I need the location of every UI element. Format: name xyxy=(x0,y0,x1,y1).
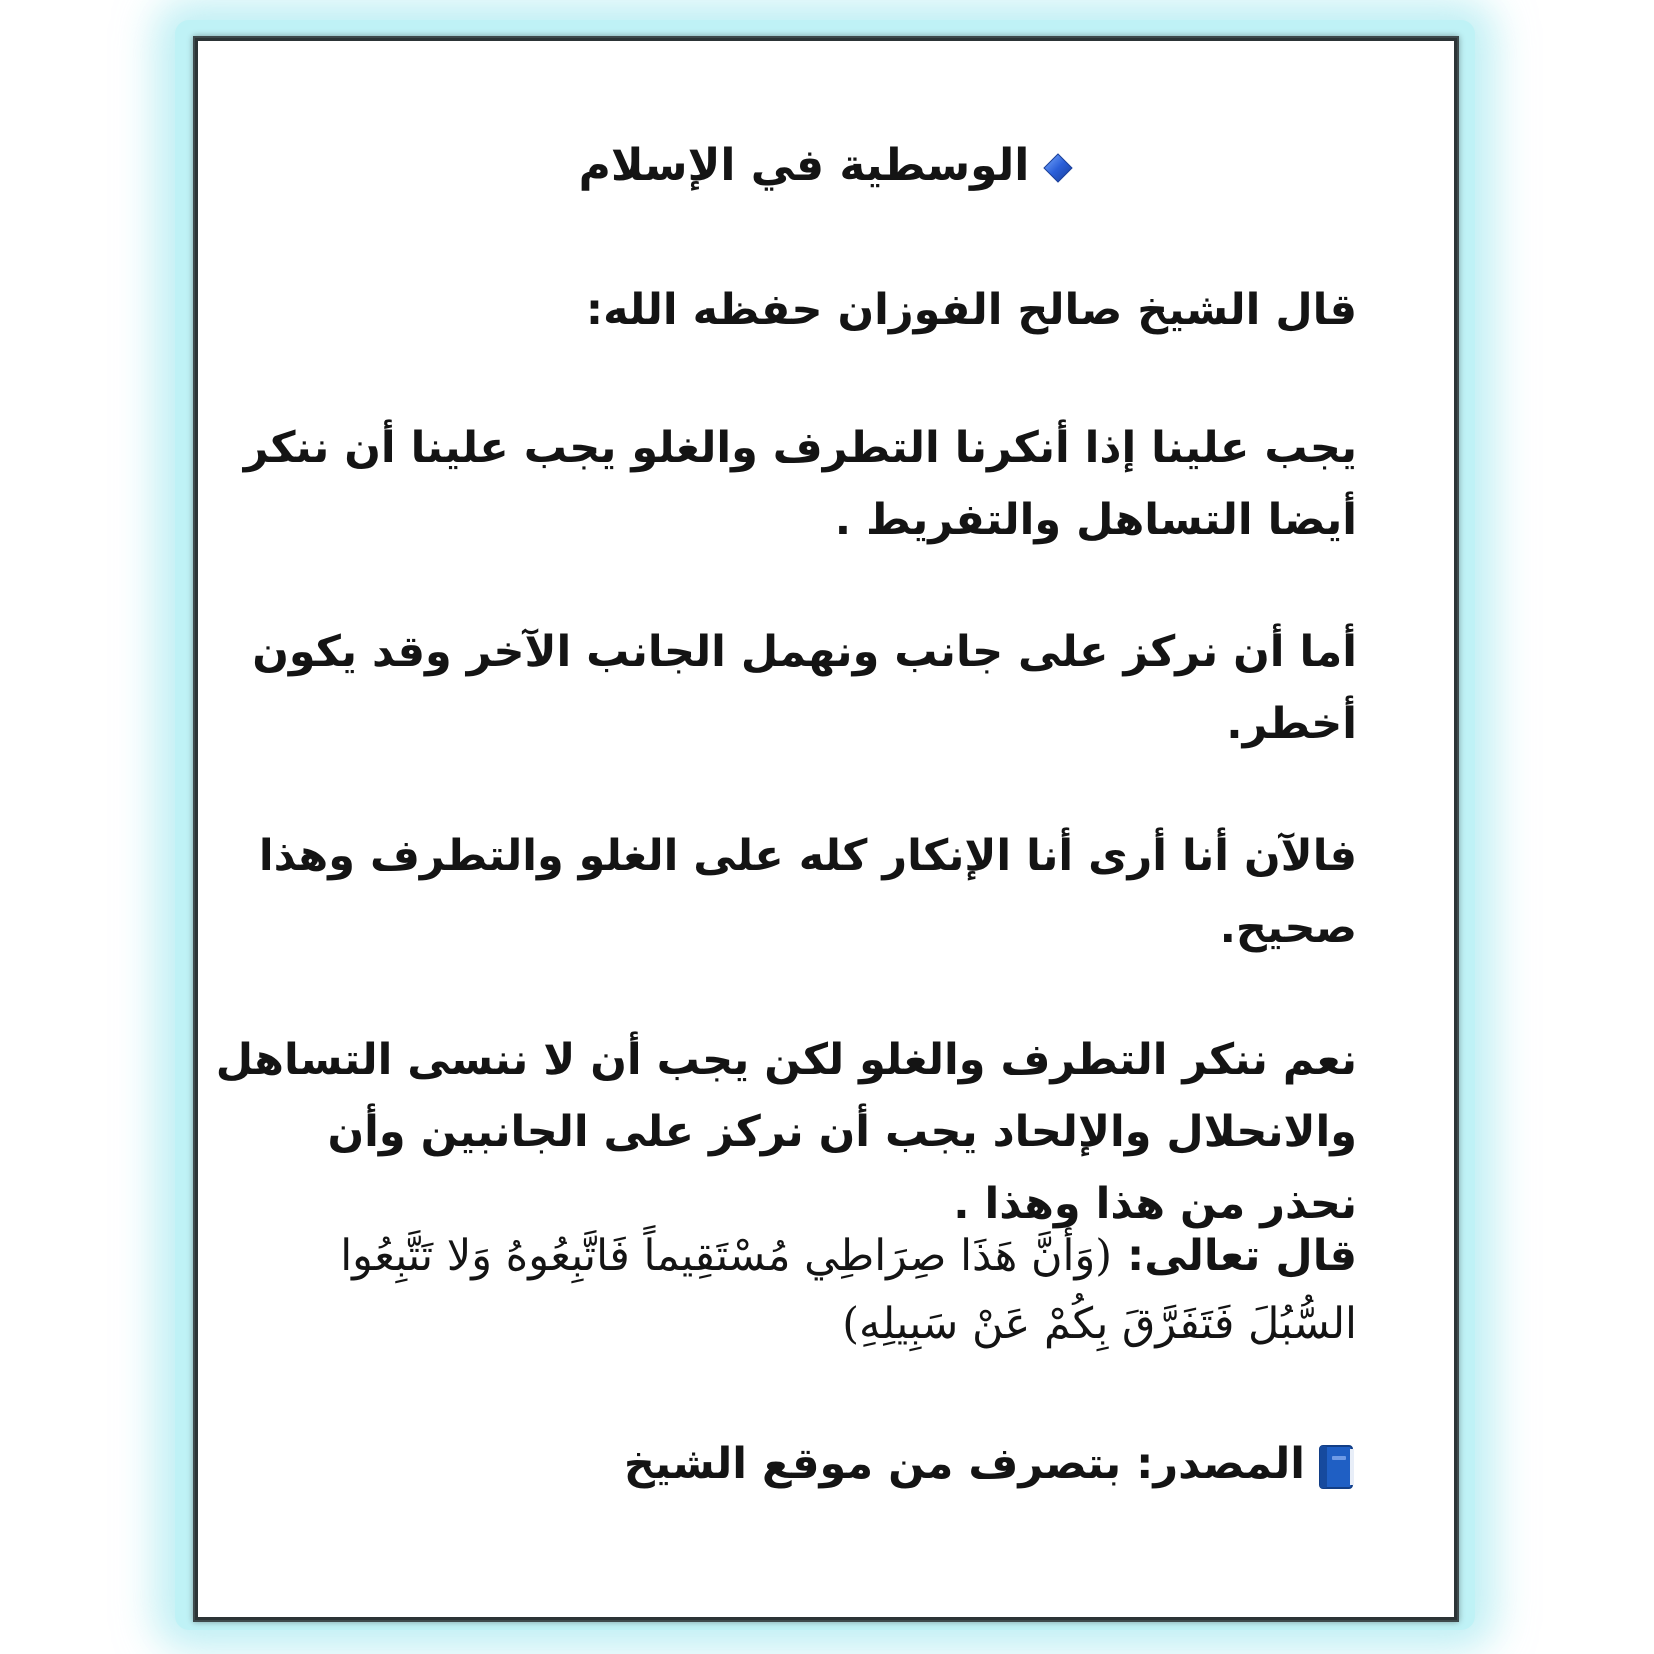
paragraph-2-line-1: أما أن نركز على جانب ونهمل الجانب الآخر وقد يكون xyxy=(252,627,1357,677)
source-text: المصدر: بتصرف من موقع الشيخ xyxy=(623,1439,1305,1489)
verse-line-1 xyxy=(291,1222,1357,1290)
paragraph-3-line-1: فالآن أنا أرى أنا الإنكار كله على الغلو والتطرف وهذا xyxy=(258,831,1357,881)
verse-text-1: (وَأَنَّ هَذَا صِرَاطِي مُسْتَقِيماً فَاتَّبِعُوهُ وَلا تَتَّبِعُوا xyxy=(340,1231,1113,1281)
document-title xyxy=(295,136,1357,196)
paragraph-3 xyxy=(258,820,1357,964)
paragraph-4 xyxy=(215,1024,1357,1240)
title-text: الوسطية في الإسلام xyxy=(578,140,1030,191)
source-line xyxy=(291,1428,1357,1500)
verse-label: قال تعالى: xyxy=(1127,1231,1357,1281)
paragraph-1-line-1: يجب علينا إذا أنكرنا التطرف والغلو يجب علينا أن ننكر xyxy=(243,423,1357,473)
blue-book-icon xyxy=(1317,1444,1357,1490)
paragraph-2 xyxy=(252,616,1357,760)
document-body xyxy=(215,38,1357,1620)
blue-diamond-icon xyxy=(1043,153,1073,183)
paragraph-4-line-2: والانحلال والإلحاد يجب أن نركز على الجانبين وأن xyxy=(327,1107,1357,1157)
document-card xyxy=(193,36,1459,1622)
paragraph-4-line-1: نعم ننكر التطرف والغلو لكن يجب أن لا ننسى التساهل xyxy=(215,1035,1357,1085)
paragraph-1 xyxy=(243,412,1357,556)
paragraph-3-line-2: صحيح. xyxy=(1219,903,1357,953)
paragraph-4-line-3: نحذر من هذا وهذا . xyxy=(953,1179,1357,1229)
verse-text-2: السُّبُلَ فَتَفَرَّقَ بِكُمْ عَنْ سَبِيلِهِ) xyxy=(842,1299,1357,1349)
intro-line: قال الشيخ صالح الفوزان حفظه الله: xyxy=(585,285,1357,335)
verse-block xyxy=(291,1222,1357,1358)
paragraph-1-line-2: أيضا التساهل والتفريط . xyxy=(834,495,1357,545)
paragraph-2-line-2: أخطر. xyxy=(1226,699,1357,749)
